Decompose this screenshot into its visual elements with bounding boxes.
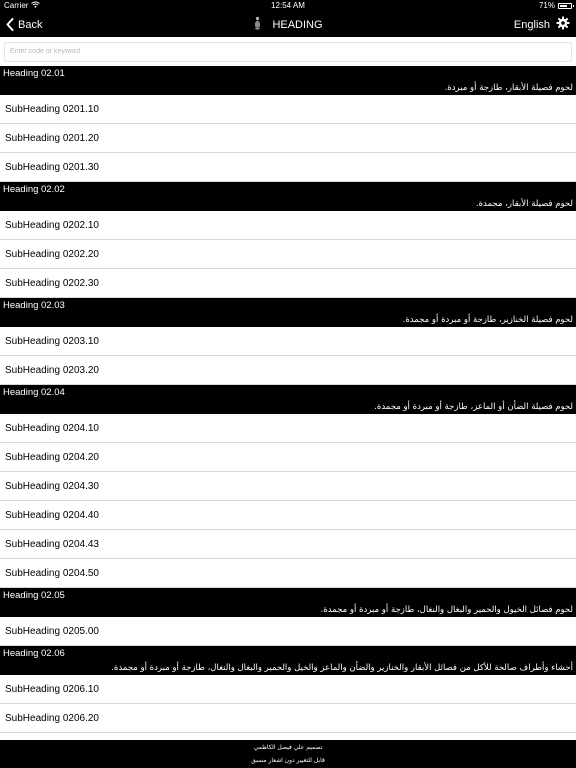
back-button[interactable] bbox=[6, 12, 42, 37]
back-label: Back bbox=[18, 18, 43, 31]
heading-section-header[interactable] bbox=[0, 646, 576, 675]
footer bbox=[0, 740, 576, 768]
subheading-row[interactable]: SubHeading 0204.43 bbox=[0, 530, 576, 559]
heading-description: لحوم فصيلة الأبقار، طازجة أو مبردة. bbox=[444, 83, 573, 93]
heading-code: Heading 02.06 bbox=[3, 648, 65, 659]
heading-code: Heading 02.02 bbox=[3, 184, 65, 195]
subheading-row[interactable]: SubHeading 0204.40 bbox=[0, 501, 576, 530]
heading-description: لحوم فصيلة الخنازير، طازجة أو مبردة أو مجمدة. bbox=[402, 315, 573, 325]
carrier-label: Carrier bbox=[4, 1, 29, 10]
subheading-row[interactable]: SubHeading 0202.10 bbox=[0, 211, 576, 240]
subheading-row[interactable]: SubHeading 0202.30 bbox=[0, 269, 576, 298]
gear-icon[interactable] bbox=[556, 16, 570, 33]
subheading-row[interactable]: SubHeading 0204.10 bbox=[0, 414, 576, 443]
subheading-row[interactable]: SubHeading 0201.20 bbox=[0, 124, 576, 153]
heading-description: لحوم فصائل الخيول والحمير والبغال والنغال، طازجة أو مبردة أو مجمدة. bbox=[320, 605, 573, 615]
heading-section-header[interactable] bbox=[0, 66, 576, 95]
search-input[interactable] bbox=[4, 42, 572, 62]
heading-code: Heading 02.04 bbox=[3, 387, 65, 398]
emblem-icon bbox=[253, 16, 262, 33]
subheading-row[interactable]: SubHeading 0204.30 bbox=[0, 472, 576, 501]
heading-description: لحوم فصيلة الأبقار، مجمدة. bbox=[475, 199, 573, 209]
clock: 12:54 AM bbox=[271, 1, 305, 10]
heading-list bbox=[0, 66, 576, 733]
subheading-row[interactable]: SubHeading 0201.30 bbox=[0, 153, 576, 182]
subheading-row[interactable]: SubHeading 0206.20 bbox=[0, 704, 576, 733]
subheading-row[interactable]: SubHeading 0202.20 bbox=[0, 240, 576, 269]
nav-bar bbox=[0, 12, 576, 37]
footer-notice: قابل للتغيير دون اشعار مسبق bbox=[251, 757, 325, 764]
heading-section-header[interactable] bbox=[0, 182, 576, 211]
language-button[interactable]: English bbox=[513, 18, 550, 31]
heading-code: Heading 02.05 bbox=[3, 590, 65, 601]
heading-code: Heading 02.03 bbox=[3, 300, 65, 311]
subheading-row[interactable]: SubHeading 0203.10 bbox=[0, 327, 576, 356]
search-bar bbox=[0, 37, 576, 65]
battery-percent: 71% bbox=[538, 1, 555, 10]
subheading-row[interactable]: SubHeading 0205.00 bbox=[0, 617, 576, 646]
battery-icon bbox=[558, 3, 572, 9]
subheading-row[interactable]: SubHeading 0204.50 bbox=[0, 559, 576, 588]
subheading-row[interactable]: SubHeading 0206.10 bbox=[0, 675, 576, 704]
status-bar bbox=[0, 0, 576, 12]
heading-description: لحوم فصيلة الضأن أو الماعز، طازجة أو مبردة أو مجمدة. bbox=[374, 402, 573, 412]
chevron-left-icon bbox=[6, 18, 14, 31]
subheading-row[interactable]: SubHeading 0204.20 bbox=[0, 443, 576, 472]
heading-section-header[interactable] bbox=[0, 298, 576, 327]
heading-code: Heading 02.01 bbox=[3, 68, 65, 79]
page-title: HEADING bbox=[272, 18, 323, 31]
heading-section-header[interactable] bbox=[0, 385, 576, 414]
heading-description: أحشاء وأطراف صالحة للأكل من فصائل الأبقار والخنازير والضأن والماعز والخيل والحمير والبغال والنغال، طازجة أو مبردة أو مجمدة. bbox=[111, 663, 573, 673]
subheading-row[interactable]: SubHeading 0201.10 bbox=[0, 95, 576, 124]
footer-credit: تصميم علي فيصل الكاظمي bbox=[253, 744, 323, 751]
subheading-row[interactable]: SubHeading 0203.20 bbox=[0, 356, 576, 385]
heading-section-header[interactable] bbox=[0, 588, 576, 617]
